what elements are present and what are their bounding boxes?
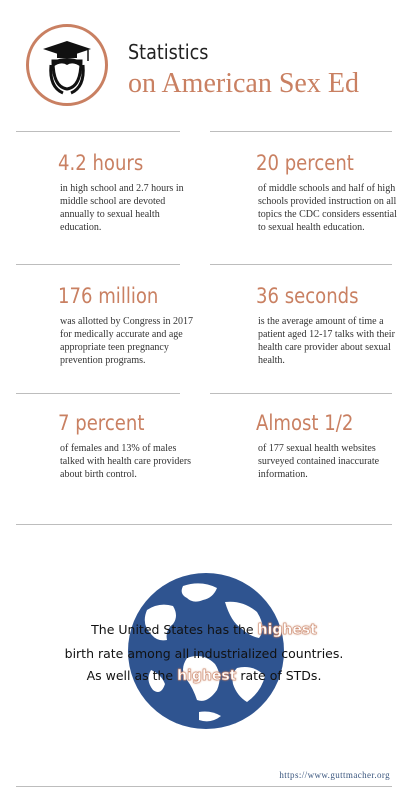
divider (16, 264, 180, 265)
callout-line-1 (0, 622, 408, 638)
callout-text: birth rate among all industrialized countries. (64, 646, 344, 661)
stat-value: 176 million (58, 284, 159, 308)
stat-description: was allotted by Congress in 2017 for medically accurate and age appropriate teen pregnancy prevention programs. (60, 316, 194, 366)
callout-text: As well as the (86, 668, 178, 683)
stat-patient-talk-time (256, 283, 406, 367)
stat-inaccurate-websites (256, 410, 406, 481)
callout-text: rate of STDs. (236, 668, 322, 683)
stat-description: of middle schools and half of high schools provided instruction on all topics the CDC considers essential to sexual health education. (258, 183, 397, 233)
title-line-1: Statistics (128, 40, 209, 64)
callout-line-2 (0, 646, 408, 661)
highlight-word: highest (257, 622, 317, 638)
divider (16, 393, 180, 394)
graduate-cap-head-icon (29, 27, 105, 103)
stat-description: of 177 sexual health websites surveyed contained inaccurate information. (258, 443, 380, 480)
callout-line-3 (0, 668, 408, 684)
stat-hours-high-school (58, 150, 208, 234)
divider (210, 264, 392, 265)
header (0, 0, 408, 120)
callout-text: The United States has the (91, 622, 258, 637)
source-link[interactable]: https://www.guttmacher.org (279, 770, 390, 780)
divider (16, 131, 180, 132)
divider (210, 131, 392, 132)
stat-percent-middle-schools (256, 150, 406, 234)
logo-badge (26, 24, 108, 106)
stat-value: Almost 1/2 (256, 411, 354, 435)
stat-value: 20 percent (256, 151, 354, 175)
stat-description: in high school and 2.7 hours in middle school are devoted annually to sexual health education. (60, 183, 184, 233)
title-line-2: on American Sex Ed (128, 68, 359, 99)
stat-congress-funding (58, 283, 208, 367)
stat-description: is the average amount of time a patient aged 12-17 talks with their health care provider about sexual health. (258, 316, 395, 366)
divider (16, 786, 392, 787)
stat-value: 4.2 hours (58, 151, 144, 175)
divider (210, 393, 392, 394)
stat-value: 36 seconds (256, 284, 359, 308)
stat-birth-control-talks (58, 410, 208, 481)
stat-value: 7 percent (58, 411, 145, 435)
divider (16, 524, 392, 525)
highlight-word: highest (177, 668, 237, 684)
stat-description: of females and 13% of males talked with health care providers about birth control. (60, 443, 192, 480)
